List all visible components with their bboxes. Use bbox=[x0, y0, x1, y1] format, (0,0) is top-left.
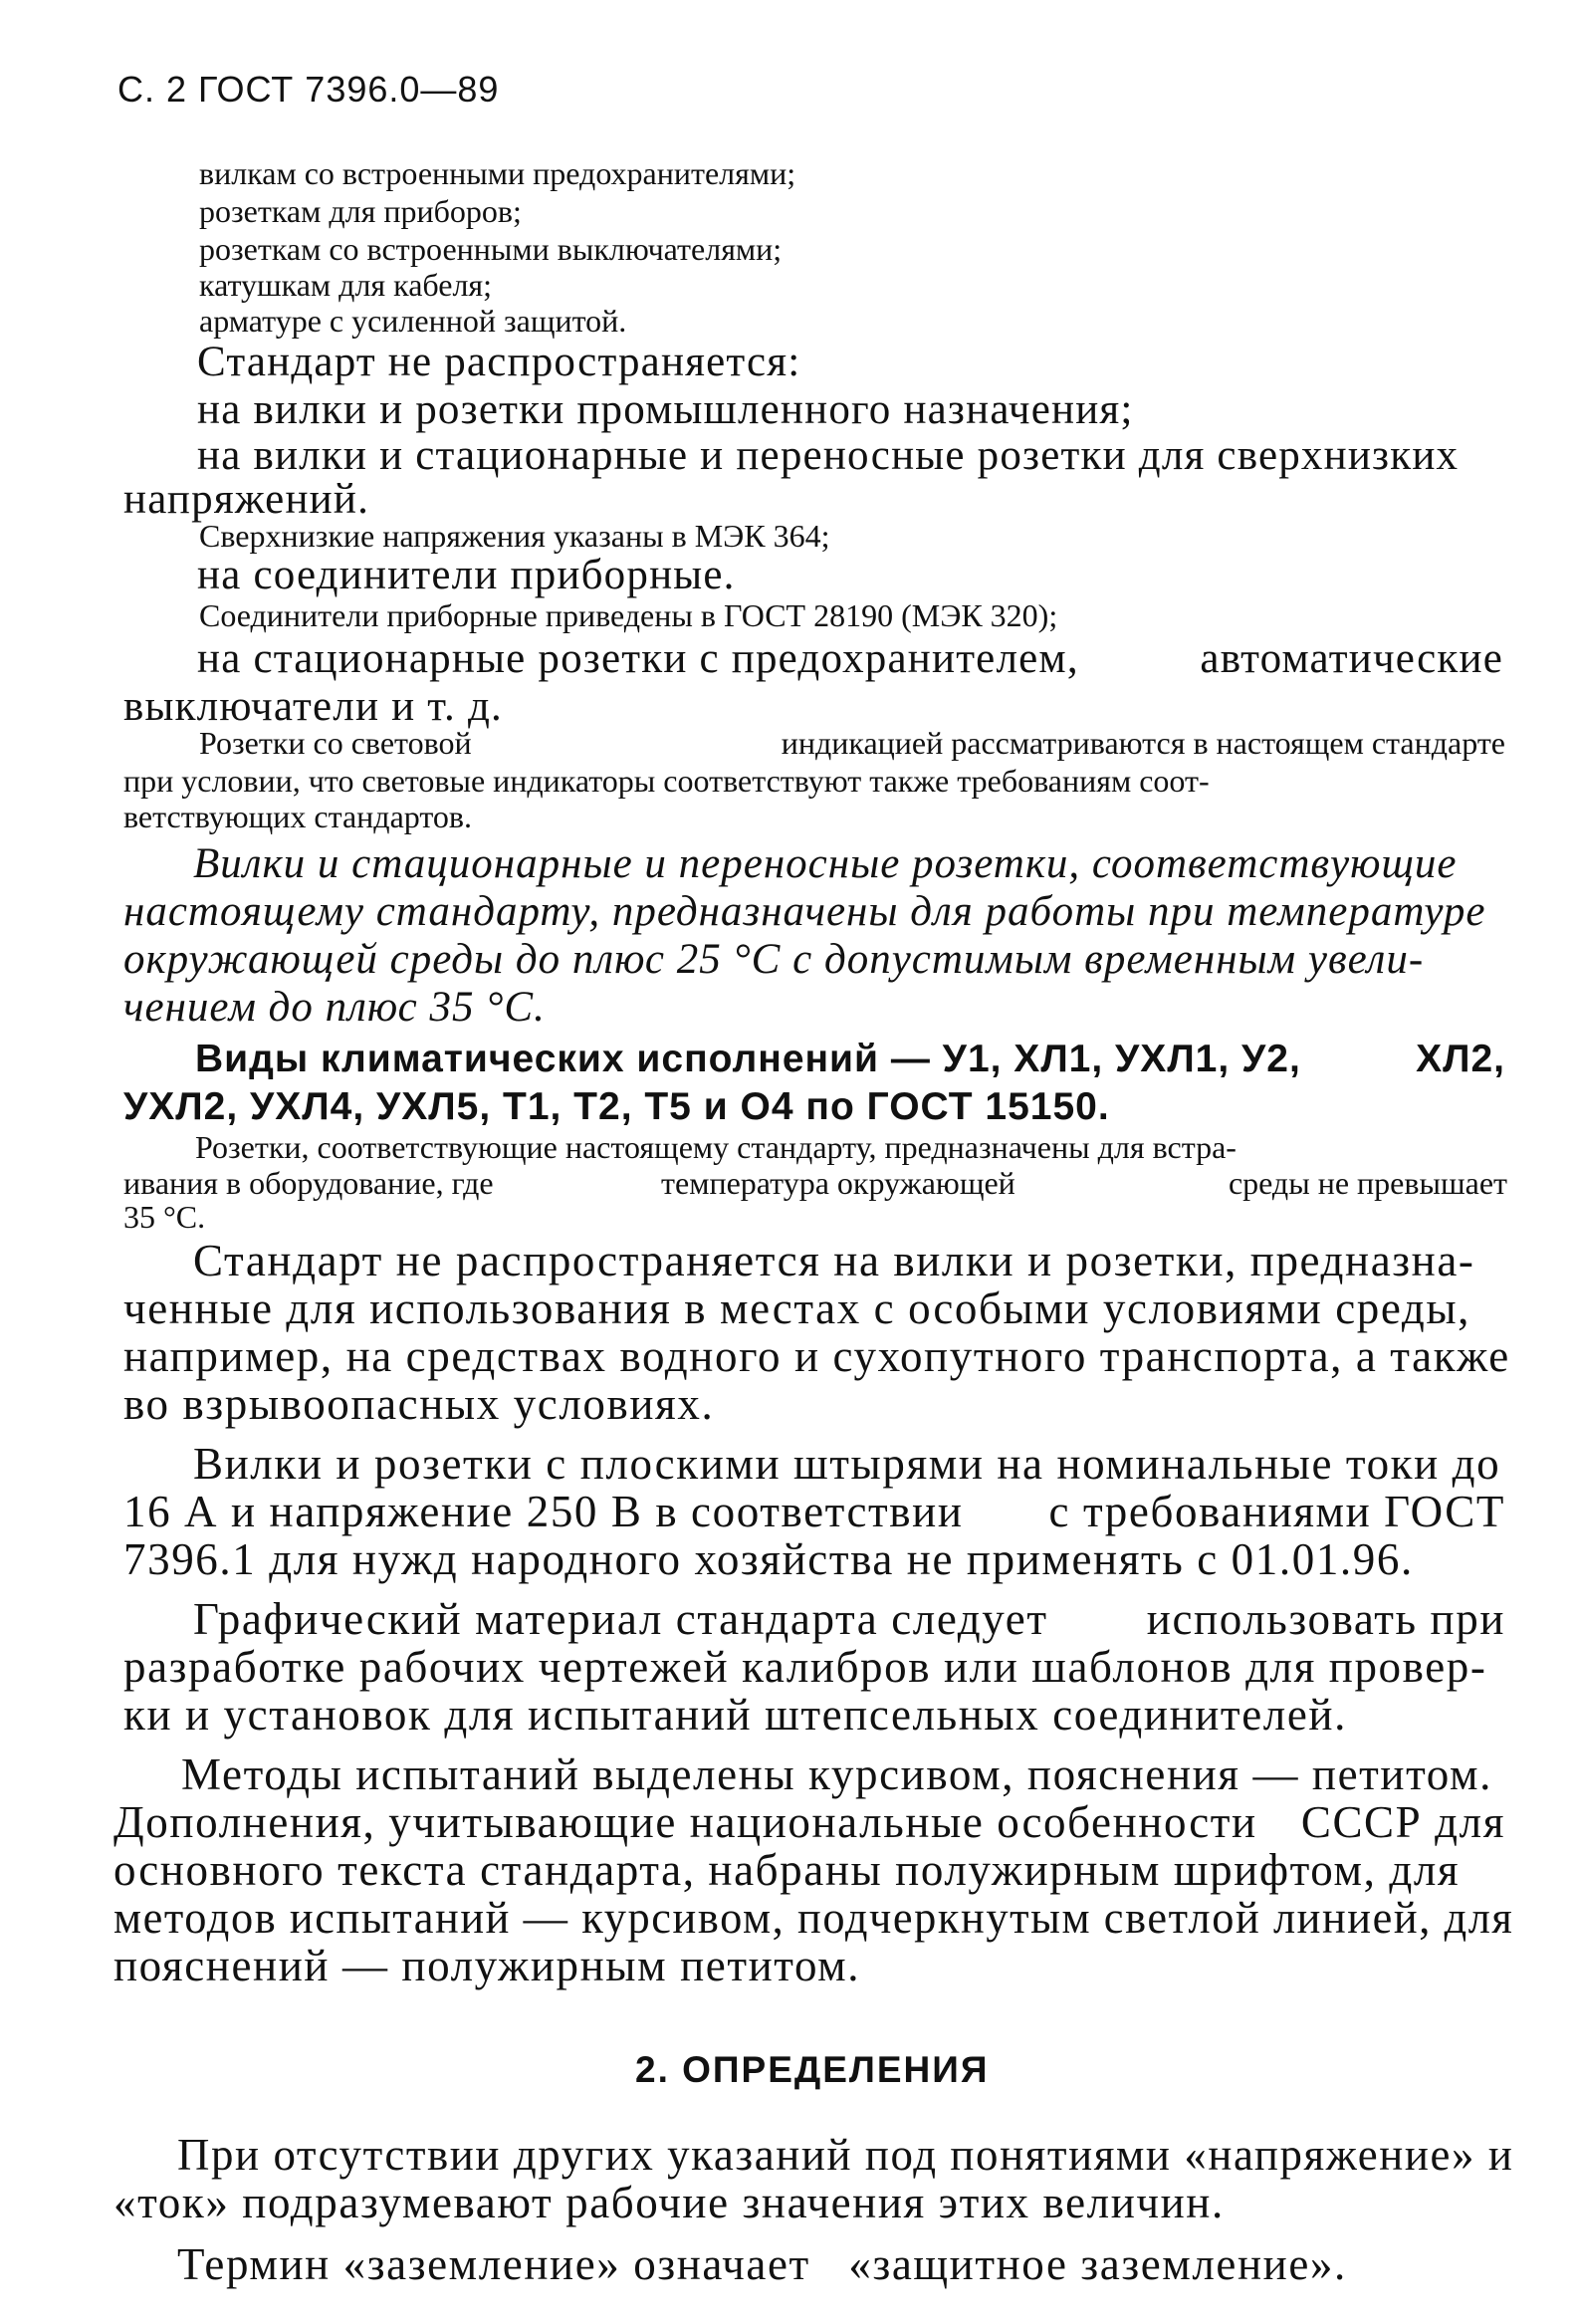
flat-pins-line2 bbox=[123, 1487, 1505, 1536]
flat-pins-line: Вилки и розетки с плоскими штырями на номинальные токи до bbox=[193, 1439, 1501, 1489]
exclusion-fused-line1 bbox=[197, 637, 1503, 680]
special-conditions-line: Стандарт не распространяется на вилки и розетки, предназна- bbox=[193, 1236, 1475, 1285]
sheld-note: Сверхнизкие напряжения указаны в МЭК 364; bbox=[199, 518, 830, 554]
list-item: розеткам для приборов; bbox=[199, 193, 522, 229]
definitions-grounding: Термин «заземление» означает «защитное заземление». bbox=[177, 2239, 1347, 2289]
flat-pins-text-a: 16 А и напряжение 250 В в соответствии bbox=[123, 1487, 964, 1536]
builtin-note-text-c: среды не превышает bbox=[1228, 1165, 1507, 1201]
builtin-note-line: 35 °С. bbox=[123, 1199, 206, 1235]
appliance-note: Соединители приборные приведены в ГОСТ 28190 (МЭК 320); bbox=[199, 597, 1058, 633]
graphic-text-a: Графический материал стандарта следует bbox=[193, 1594, 1048, 1644]
indicator-note-text-b: индикацией рассматриваются в настоящем стандарте bbox=[781, 725, 1505, 761]
typography-line: пояснений — полужирным петитом. bbox=[113, 1941, 861, 1990]
builtin-note-line: Розетки, соответствующие настоящему стандарту, предназначены для встра- bbox=[195, 1129, 1237, 1165]
list-item: розеткам со встроенными выключателями; bbox=[199, 231, 783, 267]
graphic-line1 bbox=[193, 1594, 1505, 1644]
temperature-line: настоящему стандарту, предназначены для работы при температуре bbox=[123, 888, 1486, 935]
typography-line: основного текста стандарта, набраны полужирным шрифтом, для bbox=[113, 1845, 1461, 1895]
section-heading: 2. ОПРЕДЕЛЕНИЯ bbox=[635, 2049, 990, 2090]
page-header: С. 2 ГОСТ 7396.0—89 bbox=[117, 69, 500, 110]
graphic-line: ки и установок для испытаний штепсельных соединителей. bbox=[123, 1690, 1347, 1740]
climatic-text: Виды климатических исполнений — У1, ХЛ1, УХЛ1, У2, bbox=[195, 1038, 1301, 1080]
special-conditions-line: например, на средствах водного и сухопутного транспорта, а также bbox=[123, 1331, 1510, 1381]
flat-pins-text-b: с требованиями ГОСТ bbox=[1048, 1487, 1505, 1536]
exclusion-appliance: на соединители приборные. bbox=[197, 552, 736, 598]
exclusion-sheld-line2: напряжений. bbox=[123, 476, 370, 523]
indicator-note-text-a: Розетки со световой bbox=[199, 725, 472, 761]
typography-line2 bbox=[113, 1797, 1505, 1847]
special-conditions-line: ченные для использования в местах с особыми условиями среды, bbox=[123, 1283, 1471, 1333]
typography-text-a: Дополнения, учитывающие национальные особенности bbox=[113, 1797, 1257, 1847]
builtin-note-text-b: температура окружающей bbox=[661, 1165, 1015, 1201]
definitions-line: При отсутствии других указаний под понятиями «напряжение» и bbox=[177, 2130, 1514, 2180]
indicator-note-line1 bbox=[199, 727, 1505, 759]
builtin-note-line2 bbox=[123, 1167, 1507, 1199]
graphic-text-b: использовать при bbox=[1146, 1594, 1505, 1644]
exclusion-sheld-text: на вилки и стационарные и переносные розетки для сверхнизких bbox=[197, 432, 1460, 479]
temperature-line: окружающей среды до плюс 25 °С с допустимым временным увели- bbox=[123, 936, 1425, 983]
climatic-line2: УХЛ2, УХЛ4, УХЛ5, Т1, Т2, Т5 и О4 по ГОСТ 15150. bbox=[123, 1085, 1110, 1128]
builtin-note-text-a: ивания в оборудование, где bbox=[123, 1165, 494, 1201]
graphic-line: разработке рабочих чертежей калибров или шаблонов для провер- bbox=[123, 1642, 1487, 1692]
list-item: катушкам для кабеля; bbox=[199, 267, 493, 303]
temperature-line: Вилки и стационарные и переносные розетки, соответствующие bbox=[193, 840, 1458, 887]
temperature-line: чением до плюс 35 °С. bbox=[123, 984, 546, 1031]
indicator-note-line3: ветствующих стандартов. bbox=[123, 799, 473, 834]
typography-line: Методы испытаний выделены курсивом, пояснения — петитом. bbox=[181, 1749, 1492, 1799]
indicator-note-line2: при условии, что световые индикаторы соответствуют также требованиям соот- bbox=[123, 763, 1210, 799]
climatic-line1 bbox=[195, 1040, 1505, 1078]
climatic-text-end: ХЛ2, bbox=[1416, 1038, 1505, 1080]
definitions-line: «ток» подразумевают рабочие значения этих величин. bbox=[113, 2178, 1225, 2227]
scope-intro: Стандарт не распространяется: bbox=[197, 339, 801, 385]
list-item: арматуре с усиленной защитой. bbox=[199, 303, 627, 339]
exclusion-sheld-line1 bbox=[197, 434, 1503, 477]
list-item: вилкам со встроенными предохранителями; bbox=[199, 155, 796, 191]
typography-line: методов испытаний — курсивом, подчеркнутым светлой линией, для bbox=[113, 1893, 1514, 1943]
exclusion-fused-line2: выключатели и т. д. bbox=[123, 683, 503, 730]
flat-pins-line: 7396.1 для нужд народного хозяйства не применять с 01.01.96. bbox=[123, 1534, 1414, 1584]
exclusion-fused-word: автоматические bbox=[1200, 635, 1503, 682]
exclusion-industrial: на вилки и розетки промышленного назначения; bbox=[197, 386, 1134, 433]
exclusion-fused-text: на стационарные розетки с предохранителем, bbox=[197, 635, 1079, 682]
special-conditions-line: во взрывоопасных условиях. bbox=[123, 1379, 715, 1429]
typography-text-b: СССР для bbox=[1300, 1797, 1505, 1847]
